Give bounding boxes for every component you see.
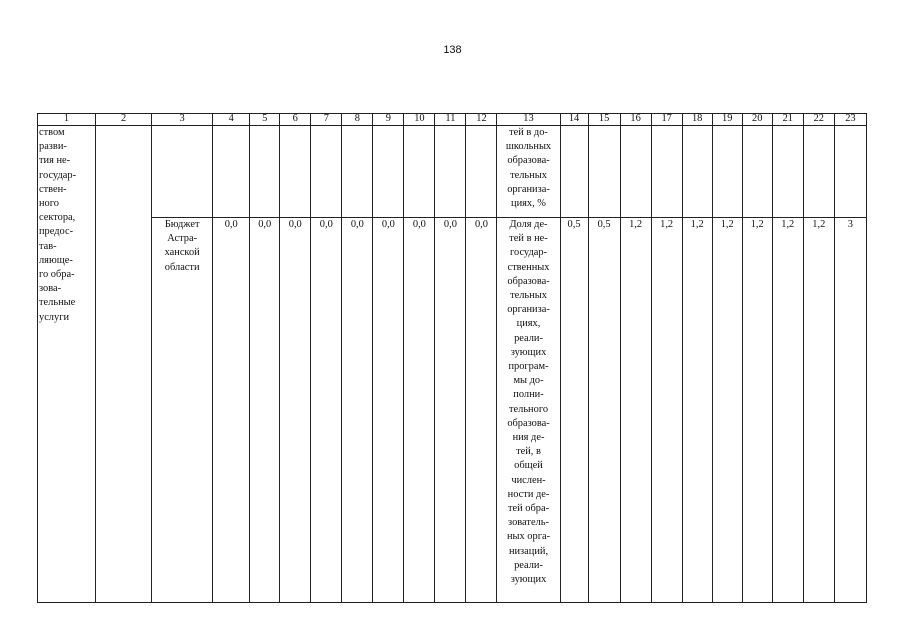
value-cell: 0,5	[560, 218, 588, 603]
value-cell: 3	[834, 218, 866, 603]
header-cell: 3	[152, 114, 213, 126]
table-cell	[152, 126, 213, 218]
value-cell: 0,0	[435, 218, 466, 603]
header-cell: 17	[651, 114, 682, 126]
value-cell: 0,0	[466, 218, 497, 603]
page-number: 138	[443, 44, 462, 56]
table-cell	[466, 126, 497, 218]
header-cell: 1	[38, 114, 96, 126]
header-cell: 22	[803, 114, 834, 126]
header-cell: 18	[682, 114, 712, 126]
value-cell: 0,0	[250, 218, 280, 603]
table-cell	[373, 126, 404, 218]
header-cell: 14	[560, 114, 588, 126]
header-cell: 6	[280, 114, 311, 126]
value-cell: 1,2	[742, 218, 772, 603]
header-cell: 20	[742, 114, 772, 126]
header-cell: 16	[620, 114, 651, 126]
value-cell: 0,0	[342, 218, 373, 603]
header-cell: 15	[588, 114, 620, 126]
table-cell	[560, 126, 588, 218]
value-cell: 0,5	[588, 218, 620, 603]
value-cell: 1,2	[712, 218, 742, 603]
table-cell	[803, 126, 834, 218]
value-cell: 1,2	[651, 218, 682, 603]
budget-table	[37, 113, 867, 603]
header-cell: 4	[213, 114, 250, 126]
header-cell: 21	[772, 114, 803, 126]
table-row	[38, 218, 867, 603]
header-cell: 11	[435, 114, 466, 126]
table-row	[38, 126, 867, 218]
value-cell: 0,0	[404, 218, 435, 603]
table-cell	[250, 126, 280, 218]
indicator-cell: Доля де- тей в не- государ- ственных образова- тельных организа- циях, реали- зующих програм- мы до- полни- тельного образова- ния де- тей, в общей числен- ности де- тей обра- зователь- ных орга- низаций, реали- зующих	[497, 218, 560, 603]
table-cell	[280, 126, 311, 218]
header-cell: 2	[96, 114, 152, 126]
value-cell: 0,0	[373, 218, 404, 603]
header-cell: 19	[712, 114, 742, 126]
value-cell: 1,2	[772, 218, 803, 603]
table-cell	[834, 126, 866, 218]
table-cell	[651, 126, 682, 218]
header-cell: 8	[342, 114, 373, 126]
value-cell: 0,0	[280, 218, 311, 603]
value-cell: 1,2	[682, 218, 712, 603]
table-cell	[404, 126, 435, 218]
header-cell: 12	[466, 114, 497, 126]
value-cell: 1,2	[620, 218, 651, 603]
funding-source-cell: Бюджет Астра- ханской области	[152, 218, 213, 603]
header-cell: 7	[311, 114, 342, 126]
value-cell: 1,2	[803, 218, 834, 603]
value-cell: 0,0	[213, 218, 250, 603]
table-cell	[213, 126, 250, 218]
table-cell	[311, 126, 342, 218]
table-cell	[435, 126, 466, 218]
table-cell	[682, 126, 712, 218]
value-cell: 0,0	[311, 218, 342, 603]
header-cell: 10	[404, 114, 435, 126]
table-cell	[588, 126, 620, 218]
table-cell	[342, 126, 373, 218]
table-cell	[620, 126, 651, 218]
table-cell	[772, 126, 803, 218]
table-cell	[742, 126, 772, 218]
header-cell: 5	[250, 114, 280, 126]
table-cell	[96, 126, 152, 603]
table-cell	[712, 126, 742, 218]
header-cell: 13	[497, 114, 560, 126]
header-cell: 9	[373, 114, 404, 126]
indicator-cell: тей в до- школьных образова- тельных организа- циях, %	[497, 126, 560, 218]
program-description-cell: ством разви- тия не- государ- ствен- ного сектора, предос- тав- ляюще- го обра- зова- тельные услуги	[38, 126, 96, 603]
header-cell: 23	[834, 114, 866, 126]
header-row	[38, 114, 867, 126]
